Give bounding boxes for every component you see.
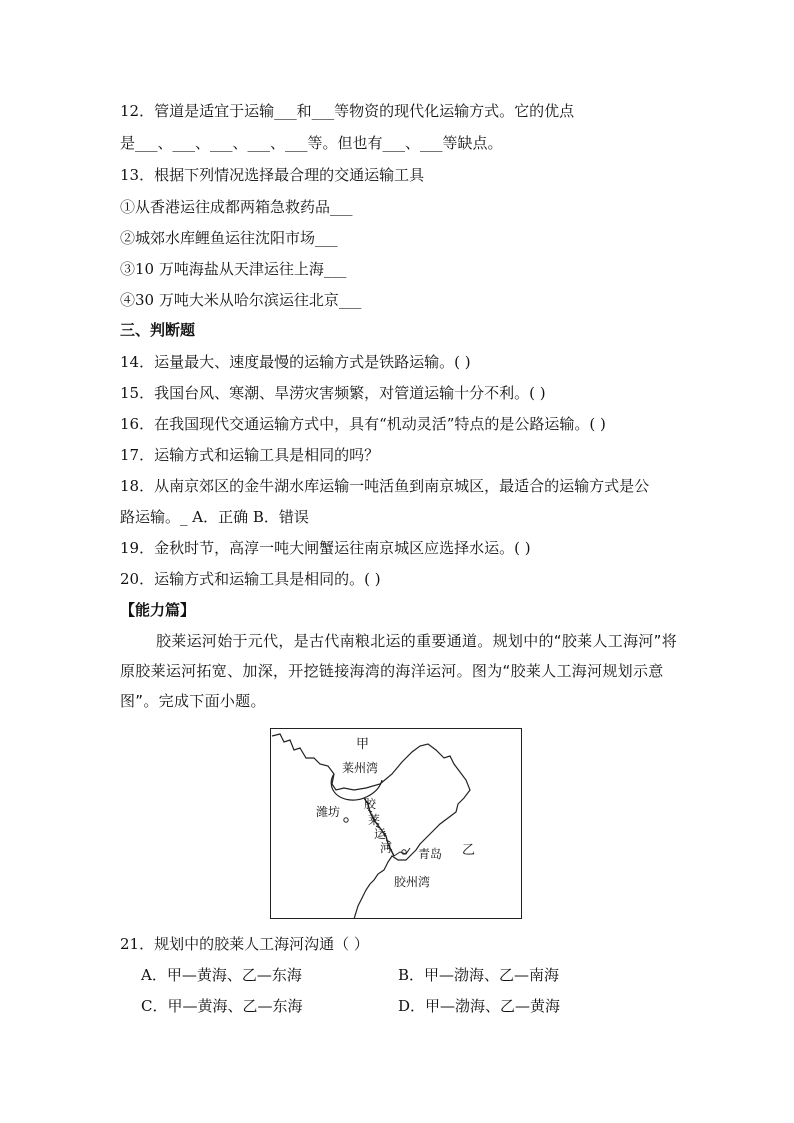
- question-13-item-4: ④30 万吨大米从哈尔滨运往北京___: [120, 291, 362, 309]
- question-18-line-1: 18．从南京郊区的金牛湖水库运输一吨活鱼到南京城区，最适合的运输方式是公: [120, 477, 650, 495]
- label-yi: 乙: [462, 842, 476, 857]
- label-jia: 甲: [356, 736, 370, 751]
- question-17: 17．运输方式和运输工具是相同的吗？: [120, 446, 380, 464]
- question-21-option-c: C．甲—黄海、乙—东海: [141, 997, 303, 1015]
- question-13: 13．根据下列情况选择最合理的交通运输工具: [120, 166, 425, 184]
- label-jiaozhou-bay: 胶州湾: [394, 875, 431, 889]
- passage-text: 胶莱运河始于元代，是古代南粮北运的重要通道。规划中的“胶莱人工海河”将原胶莱运河拓宽、加深，开挖链接海湾的海洋运河。图为“胶莱人工海河规划示意图”。完成下面小题。: [120, 632, 678, 710]
- label-weifang: 潍坊: [316, 805, 341, 819]
- label-canal-2: 莱: [368, 813, 381, 827]
- label-canal-3: 运: [374, 827, 387, 841]
- question-14: 14．运量最大、速度最慢的运输方式是铁路运输。( ): [120, 353, 471, 371]
- question-19: 19．金秋时节，高淳一吨大闸蟹运往南京城区应选择水运。( ): [120, 539, 531, 557]
- question-13-item-1: ①从香港运往成都两箱急救药品___: [120, 198, 353, 216]
- section-judgement-title: 三、判断题: [120, 321, 196, 339]
- question-16: 16．在我国现代交通运输方式中，具有“机动灵活”特点的是公路运输。( ): [120, 415, 606, 433]
- question-12-line-1: 12．管道是适宜于运输___和___等物资的现代化运输方式。它的优点: [120, 102, 575, 120]
- label-canal-4: 河: [380, 841, 393, 855]
- map-frame: [271, 729, 522, 919]
- question-13-item-2: ②城郊水库鲤鱼运往沈阳市场___: [120, 229, 338, 247]
- question-13-item-3: ③10 万吨海盐从天津运往上海___: [120, 260, 347, 278]
- question-21-option-b: B．甲—渤海、乙—南海: [398, 966, 560, 984]
- question-18-line-2: 路运输。_ A．正确 B．错误: [120, 508, 309, 526]
- question-12-line-2: 是___、___、___、___、___等。但也有___、___等缺点。: [120, 134, 503, 152]
- label-qingdao: 青岛: [418, 847, 443, 861]
- question-21-option-a: A．甲—黄海、乙—东海: [141, 966, 302, 984]
- canal-map: [270, 728, 522, 919]
- question-20: 20．运输方式和运输工具是相同的。( ): [120, 570, 381, 588]
- label-laizhou-bay: 莱州湾: [342, 761, 379, 775]
- label-canal-1: 胶: [364, 797, 377, 811]
- question-21: 21．规划中的胶莱人工海河沟通（ ）: [120, 935, 369, 953]
- question-21-option-d: D．甲—渤海、乙—黄海: [398, 997, 561, 1015]
- ability-section-title: 【能力篇】: [120, 601, 196, 619]
- passage: [120, 626, 680, 716]
- question-15: 15．我国台风、寒潮、旱涝灾害频繁，对管道运输十分不利。( ): [120, 384, 546, 402]
